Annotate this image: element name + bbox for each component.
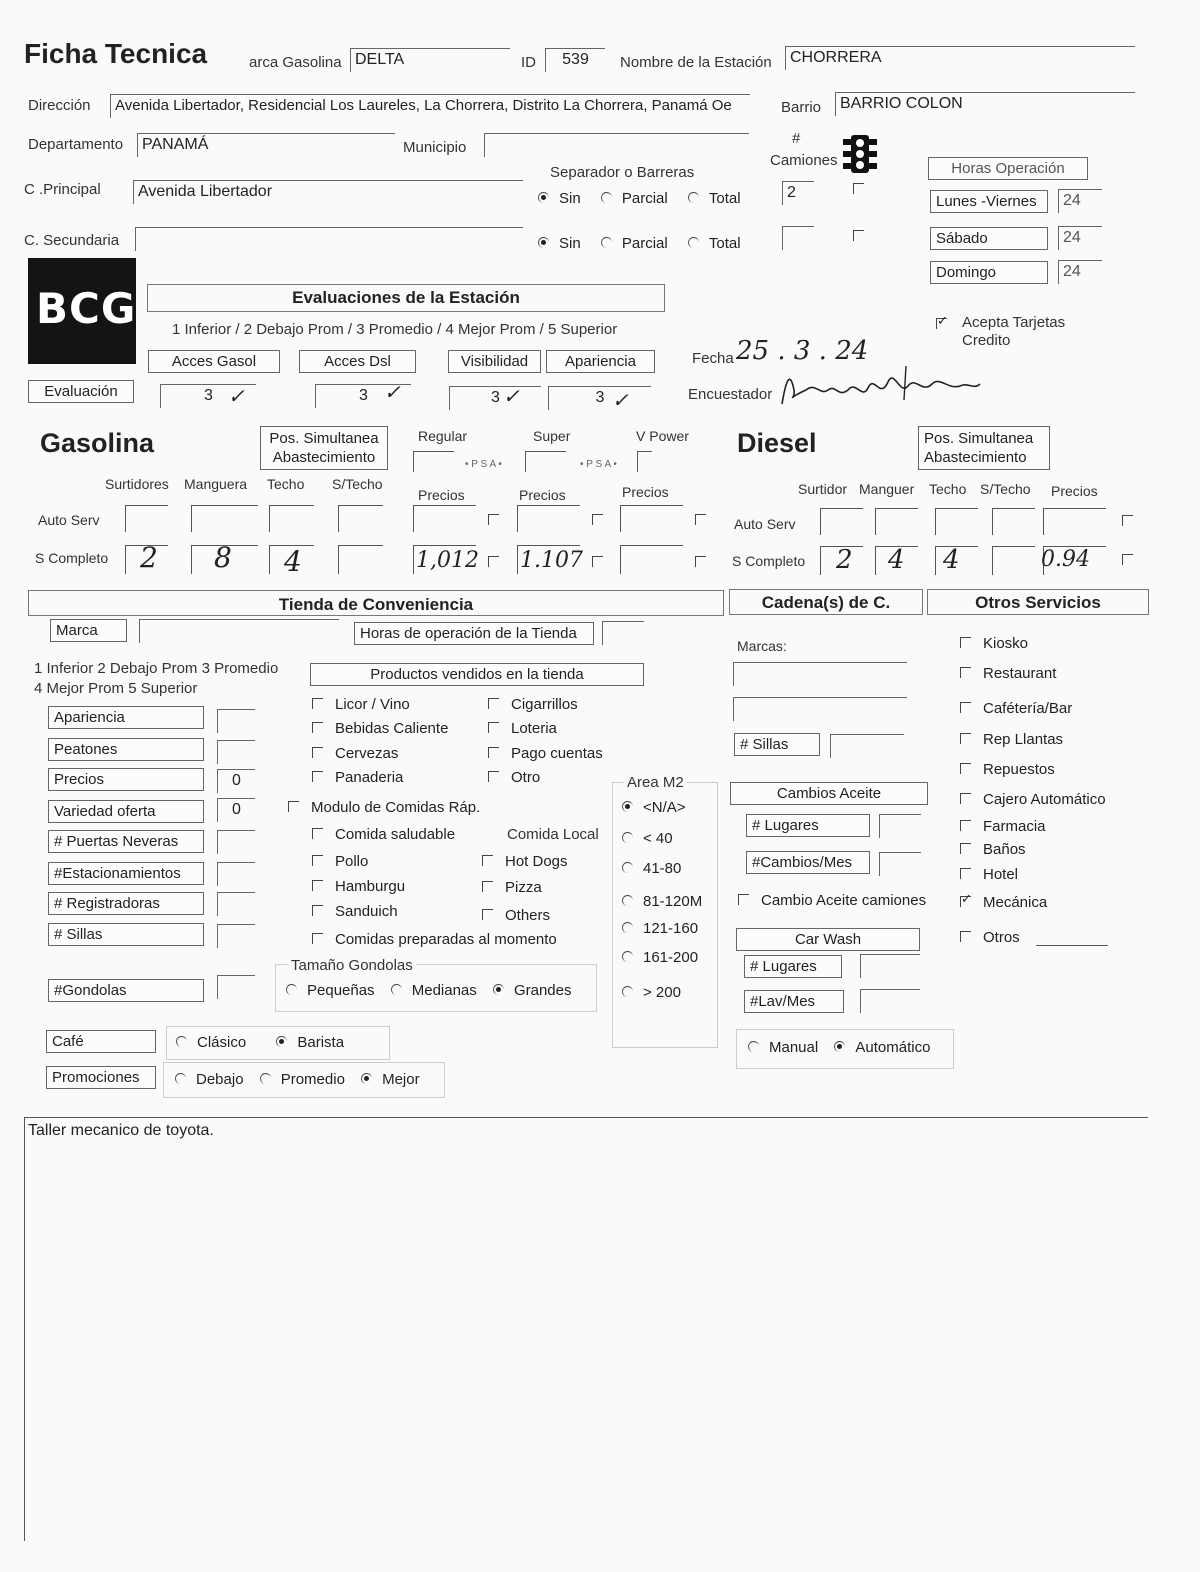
promociones-label: Promociones xyxy=(46,1066,156,1089)
bcg-logo-text: BCG xyxy=(36,284,137,333)
eval-acces-dsl-value[interactable]: 3 xyxy=(315,384,411,408)
fecha-value[interactable]: 25 . 3 . 24 xyxy=(736,336,869,366)
nombre-field[interactable]: CHORRERA xyxy=(785,46,1135,70)
radio-automatico[interactable] xyxy=(834,1041,845,1052)
modulo-comidas[interactable] xyxy=(288,799,480,816)
comidas-preparadas[interactable] xyxy=(312,931,557,948)
comida-label: Comida saludable xyxy=(335,826,456,843)
comida-label: Pizza xyxy=(505,879,542,896)
gasolina-col-regular: Regular xyxy=(418,428,468,444)
departamento-field[interactable]: PANAMÁ xyxy=(137,133,395,157)
diesel-auto-surtidor[interactable] xyxy=(820,508,863,535)
cambios-aceite-title: Cambios Aceite xyxy=(730,782,928,805)
horas-label-sabado: Sábado xyxy=(930,227,1048,250)
radio-label: 161-200 xyxy=(643,949,699,966)
servicio-label: Farmacia xyxy=(983,818,1046,835)
horas-value-lunes[interactable]: 24 xyxy=(1058,189,1102,213)
carwash-title: Car Wash xyxy=(736,928,920,951)
servicio-hotel[interactable] xyxy=(960,866,1018,883)
rating-gondolas-value[interactable] xyxy=(217,975,255,999)
separador-secundaria-radios[interactable] xyxy=(538,235,741,252)
diesel-col-surtidor: Surtidor xyxy=(798,481,848,497)
radio-label: Grandes xyxy=(513,982,572,999)
direccion-field[interactable]: Avenida Libertador, Residencial Los Laureles, La Chorrera, Distrito La Chorrera, Panamá Oe xyxy=(110,94,750,118)
servicio-label: Hotel xyxy=(983,866,1019,883)
gondolas-title: Tamaño Gondolas xyxy=(288,957,416,974)
eval-visibilidad-value[interactable]: 3 xyxy=(449,386,541,410)
diesel-completo-label: S Completo xyxy=(732,553,806,569)
producto-panaderia[interactable] xyxy=(312,769,403,786)
secundaria-label: C. Secundaria xyxy=(24,232,120,249)
eval-acces-gasol-value[interactable]: 3 xyxy=(160,384,256,408)
servicio-restaurant[interactable] xyxy=(960,665,1056,682)
servicio-label: Otros xyxy=(983,929,1020,946)
tienda-scale-line1: 1 Inferior 2 Debajo Prom 3 Promedio xyxy=(34,660,279,677)
tienda-title: Tienda de Conveniencia xyxy=(28,590,724,616)
radio-label: Mejor xyxy=(382,1071,420,1088)
rating-apariencia-label: Apariencia xyxy=(48,706,204,729)
encuestador-signature xyxy=(776,360,986,415)
producto-bebidas[interactable] xyxy=(312,720,448,737)
fecha-label: Fecha xyxy=(692,350,734,367)
col-surtidores: Surtidores xyxy=(105,476,169,492)
diesel-auto-precio[interactable] xyxy=(1043,508,1106,535)
gasolina-completo-label: S Completo xyxy=(35,550,109,566)
radio-label: <N/A> xyxy=(643,799,686,816)
radio-debajo[interactable] xyxy=(175,1073,186,1084)
producto-otro[interactable] xyxy=(488,769,540,786)
rating-registradoras-value[interactable] xyxy=(217,892,255,916)
municipio-label: Municipio xyxy=(403,139,467,156)
comida-pollo[interactable] xyxy=(312,853,368,870)
diesel-completo-check[interactable] xyxy=(1122,553,1145,571)
col-manguera: Manguera xyxy=(184,476,248,492)
completo-regular-check[interactable] xyxy=(488,555,511,573)
diesel-auto-check[interactable] xyxy=(1122,514,1145,532)
municipio-field[interactable] xyxy=(484,133,749,157)
direccion-label: Dirección xyxy=(28,97,91,114)
checkmark-icon: ✓ xyxy=(503,384,520,408)
rating-puertas-value[interactable] xyxy=(217,830,255,854)
carwash-radios[interactable] xyxy=(748,1039,930,1056)
area-option-161-200[interactable] xyxy=(622,949,698,966)
cafe-label: Café xyxy=(46,1030,156,1053)
separador-principal-radios[interactable] xyxy=(538,190,741,207)
rating-estacionamientos-value[interactable] xyxy=(217,862,255,886)
comidas-preparadas-label: Comidas preparadas al momento xyxy=(335,931,557,948)
radio-label: Manual xyxy=(769,1039,819,1056)
radio-parcial[interactable] xyxy=(601,192,612,203)
completo-surtidores-value: 2 xyxy=(140,541,158,574)
area-option-41-80[interactable] xyxy=(622,860,681,877)
rating-sillas-label: # Sillas xyxy=(48,923,204,946)
radio-manual[interactable] xyxy=(748,1041,759,1052)
auto-serv-precio-super[interactable] xyxy=(517,505,580,532)
comida-saludable[interactable] xyxy=(312,826,455,843)
diesel-completo-surtidor-value: 2 xyxy=(836,545,853,575)
cambio-aceite-camiones[interactable] xyxy=(738,892,926,909)
radio-label: Clásico xyxy=(197,1034,247,1051)
area-option-40[interactable] xyxy=(622,830,673,847)
cafe-radios[interactable] xyxy=(176,1034,344,1051)
diesel-completo-precio-value: 0.94 xyxy=(1041,547,1090,572)
gondolas-radios[interactable] xyxy=(286,982,572,999)
promociones-radios[interactable] xyxy=(175,1071,420,1088)
completo-super-check[interactable] xyxy=(592,555,615,573)
producto-loteria[interactable] xyxy=(488,720,557,737)
rating-gondolas-label: #Gondolas xyxy=(48,979,204,1002)
producto-label: Otro xyxy=(511,769,541,786)
radio-label: 41-80 xyxy=(643,860,682,877)
radio-barista[interactable] xyxy=(276,1036,287,1047)
eval-acces-dsl-label: Acces Dsl xyxy=(299,350,416,373)
gasolina-auto-serv-label: Auto Serv xyxy=(38,512,100,528)
departamento-label: Departamento xyxy=(28,136,124,153)
eval-apariencia-label: Apariencia xyxy=(546,350,655,373)
producto-pago-cuentas[interactable] xyxy=(488,745,603,762)
servicio-label: Rep Llantas xyxy=(983,731,1064,748)
area-group xyxy=(612,782,718,1048)
auto-serv-precio-regular[interactable] xyxy=(413,505,476,532)
eval-apariencia-value[interactable]: 3 xyxy=(548,386,651,410)
separador-title: Separador o Barreras xyxy=(550,164,695,181)
cambios-mes-label: #Cambios/Mes xyxy=(746,851,870,874)
radio-sin[interactable] xyxy=(538,192,549,203)
radio-label: > 200 xyxy=(643,984,681,1001)
diesel-completo-manguer-value: 4 xyxy=(888,545,905,575)
area-option-81-120[interactable] xyxy=(622,893,702,910)
radio-label: Total xyxy=(708,190,741,207)
servicio-label: Cajero Automático xyxy=(983,791,1106,808)
eval-acces-gasol-label: Acces Gasol xyxy=(148,350,280,373)
camiones-secundaria-checkbox[interactable] xyxy=(853,229,876,247)
radio-parcial[interactable] xyxy=(601,237,612,248)
carwash-lav-mes-field[interactable] xyxy=(860,989,920,1013)
diesel-completo-techo-value: 4 xyxy=(943,545,960,575)
barrio-field[interactable]: BARRIO COLON xyxy=(835,92,1135,116)
comida-local-label: Comida Local xyxy=(507,826,599,843)
rating-precios-value[interactable]: 0 xyxy=(217,769,255,793)
completo-vpower-check[interactable] xyxy=(695,555,718,573)
otros-title: Otros Servicios xyxy=(927,589,1149,615)
radio-label: Barista xyxy=(297,1034,345,1051)
completo-precio-super-value: 1.107 xyxy=(520,548,583,573)
servicio-cafeteria[interactable] xyxy=(960,700,1072,717)
auto-serv-super-check[interactable] xyxy=(592,513,615,531)
completo-manguera-value: 8 xyxy=(214,541,232,574)
radio-label: Automático xyxy=(855,1039,931,1056)
gasolina-col-vpower: V Power xyxy=(636,428,689,444)
servicio-cajero[interactable] xyxy=(960,791,1106,808)
auto-serv-stecho[interactable] xyxy=(338,505,383,532)
carwash-lugares-label: # Lugares xyxy=(744,955,842,978)
servicio-kiosko[interactable] xyxy=(960,635,1028,652)
servicio-banos[interactable] xyxy=(960,841,1026,858)
auto-serv-precio-vpower[interactable] xyxy=(620,505,683,532)
comida-hot-dogs[interactable] xyxy=(482,853,568,870)
area-option-na[interactable] xyxy=(622,799,686,816)
productos-title: Productos vendidos en la tienda xyxy=(310,663,644,686)
rating-variedad-label: Variedad oferta xyxy=(48,800,204,823)
cadena-sillas-label: # Sillas xyxy=(734,733,820,756)
producto-label: Loteria xyxy=(511,720,557,737)
marcas-field-1[interactable] xyxy=(733,662,907,686)
otros-blank-line xyxy=(1036,945,1108,946)
comida-label: Hamburgu xyxy=(335,878,406,895)
area-option-200[interactable] xyxy=(622,984,681,1001)
radio-grandes[interactable] xyxy=(493,984,504,995)
rating-estacionamientos-label: #Estacionamientos xyxy=(48,862,204,885)
horas-title: Horas Operación xyxy=(928,157,1088,180)
evaluacion-label: Evaluación xyxy=(28,380,134,403)
auto-serv-regular-check[interactable] xyxy=(488,513,511,531)
producto-label: Panaderia xyxy=(335,769,404,786)
rating-precios-label: Precios xyxy=(48,768,204,791)
producto-label: Licor / Vino xyxy=(335,696,410,713)
completo-precio-regular-value: 1,012 xyxy=(416,548,479,573)
radio-label: Parcial xyxy=(621,235,668,252)
rating-puertas-label: # Puertas Neveras xyxy=(48,830,204,853)
rating-sillas-value[interactable] xyxy=(217,924,255,948)
checkmark-icon: ✓ xyxy=(612,388,629,412)
producto-label: Cervezas xyxy=(335,745,399,762)
camiones-checkbox[interactable] xyxy=(853,182,876,200)
cambios-lugares-label: # Lugares xyxy=(746,814,870,837)
gasolina-col-super: Super xyxy=(533,428,571,444)
col-precios-regular: Precios xyxy=(418,487,465,503)
acepta-tarjetas-checkbox[interactable] xyxy=(936,318,947,329)
comida-others[interactable] xyxy=(482,907,550,924)
cambios-mes-field[interactable] xyxy=(879,852,921,876)
radio-total[interactable] xyxy=(688,192,699,203)
servicio-label: Restaurant xyxy=(983,665,1057,682)
eval-visibilidad-label: Visibilidad xyxy=(448,350,541,373)
gasolina-title: Gasolina xyxy=(40,428,155,458)
acepta-tarjetas[interactable] xyxy=(936,316,959,333)
nombre-label: Nombre de la Estación xyxy=(620,54,772,71)
vpower-psa-field[interactable] xyxy=(637,451,652,472)
completo-techo-value: 4 xyxy=(284,545,302,578)
id-label: ID xyxy=(521,54,536,71)
evaluaciones-title: Evaluaciones de la Estación xyxy=(147,284,665,312)
auto-serv-manguera[interactable] xyxy=(191,505,258,532)
diesel-col-manguer: Manguer xyxy=(859,481,915,497)
cadena-sillas-field[interactable] xyxy=(830,734,904,758)
marca-label: arca Gasolina xyxy=(249,54,342,71)
diesel-auto-stecho[interactable] xyxy=(992,508,1035,535)
area-option-121-160[interactable] xyxy=(622,920,698,937)
rating-variedad-value[interactable]: 0 xyxy=(217,798,255,822)
col-precios-vpower: Precios xyxy=(622,484,669,500)
super-psa-field[interactable] xyxy=(525,451,566,472)
radio-label: Medianas xyxy=(411,982,477,999)
radio-label: Parcial xyxy=(621,190,668,207)
diesel-title: Diesel xyxy=(737,428,817,458)
tienda-horas-label: Horas de operación de la Tienda xyxy=(354,622,594,645)
cambios-lugares-field[interactable] xyxy=(879,814,921,838)
radio-label: Sin xyxy=(559,190,581,207)
radio-promedio[interactable] xyxy=(260,1073,271,1084)
diesel-pos-label: Pos. Simultanea Abastecimiento xyxy=(918,426,1050,470)
diesel-col-precios: Precios xyxy=(1051,483,1098,499)
horas-value-domingo[interactable]: 24 xyxy=(1058,260,1102,284)
horas-label-domingo: Domingo xyxy=(930,261,1048,284)
acepta-tarjetas-label: Acepta Tarjetas Credito xyxy=(962,314,1066,349)
rating-registradoras-label: # Registradoras xyxy=(48,892,204,915)
secundaria-field[interactable] xyxy=(135,227,523,251)
servicio-label: Repuestos xyxy=(983,761,1055,778)
tienda-scale-line2: 4 Mejor Prom 5 Superior xyxy=(34,680,198,697)
evaluaciones-scale: 1 Inferior / 2 Debajo Prom / 3 Promedio / 4 Mejor Prom / 5 Superior xyxy=(172,321,618,338)
comida-label: Sanduich xyxy=(335,903,398,920)
radio-total[interactable] xyxy=(688,237,699,248)
comentarios-textarea[interactable] xyxy=(24,1117,1148,1541)
producto-licor[interactable] xyxy=(312,696,410,713)
producto-label: Bebidas Caliente xyxy=(335,720,449,737)
horas-label-lunes: Lunes -Viernes xyxy=(930,190,1048,213)
camiones-symbol: # xyxy=(792,130,801,147)
servicio-label: Baños xyxy=(983,841,1026,858)
camiones-field[interactable]: 2 xyxy=(782,181,814,205)
diesel-auto-manguer[interactable] xyxy=(875,508,918,535)
form-title: Ficha Tecnica xyxy=(24,38,208,69)
servicio-mecanica[interactable] xyxy=(960,894,1047,911)
radio-pequenas[interactable] xyxy=(286,984,297,995)
comida-label: Pollo xyxy=(335,853,369,870)
diesel-auto-serv-label: Auto Serv xyxy=(734,516,796,532)
producto-label: Cigarrillos xyxy=(511,696,578,713)
servicio-rep-llantas[interactable] xyxy=(960,731,1063,748)
radio-label: Sin xyxy=(559,235,581,252)
carwash-lav-mes-label: #Lav/Mes xyxy=(744,990,844,1013)
col-precios-super: Precios xyxy=(519,487,566,503)
comida-pizza[interactable] xyxy=(482,879,542,896)
col-stecho: S/Techo xyxy=(332,476,383,492)
super-psa-label: • P S A • xyxy=(580,459,617,470)
id-field[interactable]: 539 xyxy=(545,48,605,72)
radio-label: Total xyxy=(708,235,741,252)
servicio-repuestos[interactable] xyxy=(960,761,1055,778)
marca-field[interactable]: DELTA xyxy=(350,48,510,72)
rating-peatones-value[interactable] xyxy=(217,740,255,764)
horas-value-sabado[interactable]: 24 xyxy=(1058,226,1102,250)
rating-peatones-label: Peatones xyxy=(48,738,204,761)
radio-label: 121-160 xyxy=(643,920,699,937)
tienda-marca-label: Marca xyxy=(50,619,127,642)
diesel-col-stecho: S/Techo xyxy=(980,481,1031,497)
checkmark-icon: ✓ xyxy=(228,384,245,408)
servicio-label: Cafétería/Bar xyxy=(983,700,1073,717)
rating-apariencia-value[interactable] xyxy=(217,709,255,733)
producto-cigarrillos[interactable] xyxy=(488,696,578,713)
cadena-title: Cadena(s) de C. xyxy=(729,589,923,615)
servicio-farmacia[interactable] xyxy=(960,818,1046,835)
comida-sanduich[interactable] xyxy=(312,903,398,920)
servicio-otros[interactable] xyxy=(960,929,1020,946)
completo-stecho[interactable] xyxy=(338,545,383,574)
auto-serv-vpower-check[interactable] xyxy=(695,513,718,531)
completo-precio-vpower[interactable] xyxy=(620,545,683,574)
comida-hamburgu[interactable] xyxy=(312,878,405,895)
gasolina-pos-label: Pos. Simultanea Abastecimiento xyxy=(260,426,388,470)
barrio-label: Barrio xyxy=(781,99,822,116)
radio-sin[interactable] xyxy=(538,237,549,248)
radio-medianas[interactable] xyxy=(391,984,402,995)
checkmark-icon: ✓ xyxy=(384,380,401,404)
col-techo: Techo xyxy=(267,476,305,492)
diesel-col-techo: Techo xyxy=(929,481,967,497)
comida-label: Hot Dogs xyxy=(505,853,568,870)
producto-label: Pago cuentas xyxy=(511,745,603,762)
radio-label: Promedio xyxy=(280,1071,345,1088)
servicio-label: Kiosko xyxy=(983,635,1029,652)
principal-label: C .Principal xyxy=(24,181,101,198)
comentarios-text: Taller mecanico de toyota. xyxy=(28,1122,214,1139)
area-title: Area M2 xyxy=(624,774,687,791)
radio-label: Pequeñas xyxy=(307,982,375,999)
marcas-field-2[interactable] xyxy=(733,697,907,721)
camiones-secundaria-field[interactable] xyxy=(782,226,814,250)
modulo-label: Modulo de Comidas Ráp. xyxy=(311,799,481,816)
encuestador-label: Encuestador xyxy=(688,386,773,403)
cambio-aceite-camiones-label: Cambio Aceite camiones xyxy=(761,892,927,909)
tienda-horas-field[interactable] xyxy=(602,621,644,645)
regular-psa-field[interactable] xyxy=(413,451,454,472)
marcas-label: Marcas: xyxy=(737,638,787,654)
auto-serv-techo[interactable] xyxy=(269,505,314,532)
tienda-marca-field[interactable] xyxy=(139,619,339,643)
radio-label: 81-120M xyxy=(643,893,703,910)
producto-cervezas[interactable] xyxy=(312,745,398,762)
servicio-label: Mecánica xyxy=(983,894,1048,911)
radio-clasico[interactable] xyxy=(176,1036,187,1047)
radio-mejor[interactable] xyxy=(361,1073,372,1084)
diesel-auto-techo[interactable] xyxy=(935,508,978,535)
carwash-lugares-field[interactable] xyxy=(860,954,920,978)
radio-label: Debajo xyxy=(196,1071,244,1088)
radio-label: < 40 xyxy=(643,830,673,847)
regular-psa-label: • P S A • xyxy=(465,459,502,470)
principal-field[interactable]: Avenida Libertador xyxy=(133,180,523,204)
auto-serv-surtidores[interactable] xyxy=(125,505,168,532)
traffic-light-icon xyxy=(841,133,879,180)
bcg-logo xyxy=(28,258,136,364)
camiones-label: Camiones xyxy=(770,152,838,169)
diesel-completo-stecho[interactable] xyxy=(992,546,1035,575)
comida-label: Others xyxy=(505,907,551,924)
